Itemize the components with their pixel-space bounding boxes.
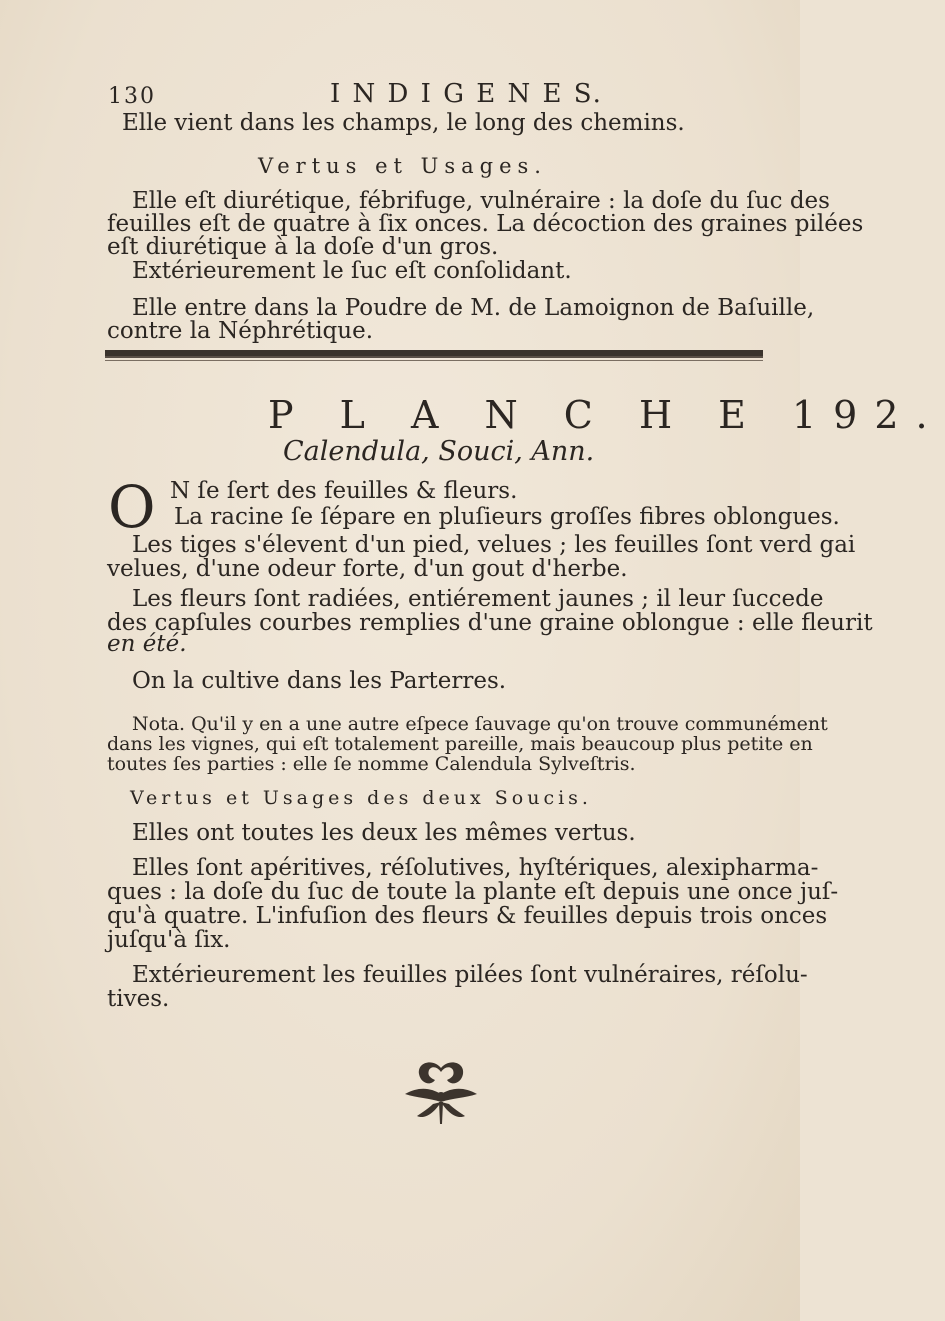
para-line: Elles ſont apéritives, réſolutives, hyſtériques, alexipharma- (132, 855, 819, 881)
section-heading-deux-soucis: Vertus et Usages des deux Soucis. (130, 787, 592, 809)
para-line: Extérieurement le ſuc eſt conſolidant. (132, 258, 572, 284)
para-line: contre la Néphrétique. (107, 318, 374, 344)
nota-line: toutes ſes parties : elle ſe nomme Calendula Sylveſtris. (107, 753, 636, 775)
para-line: ques : la doſe du ſuc de toute la plante eſt depuis une once juſ- (107, 879, 839, 905)
divider-rule (105, 350, 763, 358)
para-line: Elle entre dans la Poudre de M. de Lamoignon de Baſuille, (132, 295, 815, 321)
para-line: Elles ont toutes les deux les mêmes vertus. (132, 820, 636, 846)
habitat-text: Elle vient dans les champs, le long des chemins. (122, 110, 685, 136)
para-line: juſqu'à ſix. (107, 927, 231, 953)
para-line: tives. (107, 986, 170, 1012)
para-line: Elle eſt diurétique, fébrifuge, vulnéraire : la doſe du ſuc des (132, 188, 830, 214)
para-line: eſt diurétique à la doſe d'un gros. (107, 234, 499, 260)
para-line: On la cultive dans les Parterres. (132, 668, 507, 694)
nota-line: dans les vignes, qui eſt totalement pareille, mais beaucoup plus petite en (107, 733, 813, 755)
drop-cap: O (108, 473, 156, 541)
plate-subtitle: Calendula, Souci, Ann. (283, 436, 595, 467)
plate-title: P L A N C H E 192. (268, 393, 945, 437)
running-title: I N D I G E N E S. (330, 79, 603, 109)
page-number: 130 (108, 84, 156, 109)
para-line: feuilles eſt de quatre à ſix onces. La décoction des graines pilées (107, 211, 864, 237)
para-line: Extérieurement les feuilles pilées ſont vulnéraires, réſolu- (132, 962, 808, 988)
section-heading-vertus: Vertus et Usages. (258, 154, 547, 178)
para-line: La racine ſe ſépare en pluſieurs groſſes fibres oblongues. (174, 504, 840, 530)
divider-thin-rule (105, 360, 763, 361)
para-line: N ſe ſert des feuilles & fleurs. (170, 478, 518, 504)
para-line: en été. (107, 631, 187, 657)
para-line: velues, d'une odeur forte, d'un gout d'herbe. (107, 556, 628, 582)
para-line: qu'à quatre. L'infuſion des fleurs & feuilles depuis trois onces (107, 903, 828, 929)
para-line: des capſules courbes remplies d'une graine oblongue : elle fleurit (107, 610, 873, 636)
para-line: Les fleurs ſont radiées, entiérement jaunes ; il leur ſuccede (132, 586, 824, 612)
floral-ornament-icon (395, 1058, 487, 1126)
para-line: Les tiges s'élevent d'un pied, velues ; les feuilles ſont verd gai (132, 532, 856, 558)
nota-line: Nota. Qu'il y en a une autre eſpece ſauvage qu'on trouve communément (132, 713, 828, 735)
